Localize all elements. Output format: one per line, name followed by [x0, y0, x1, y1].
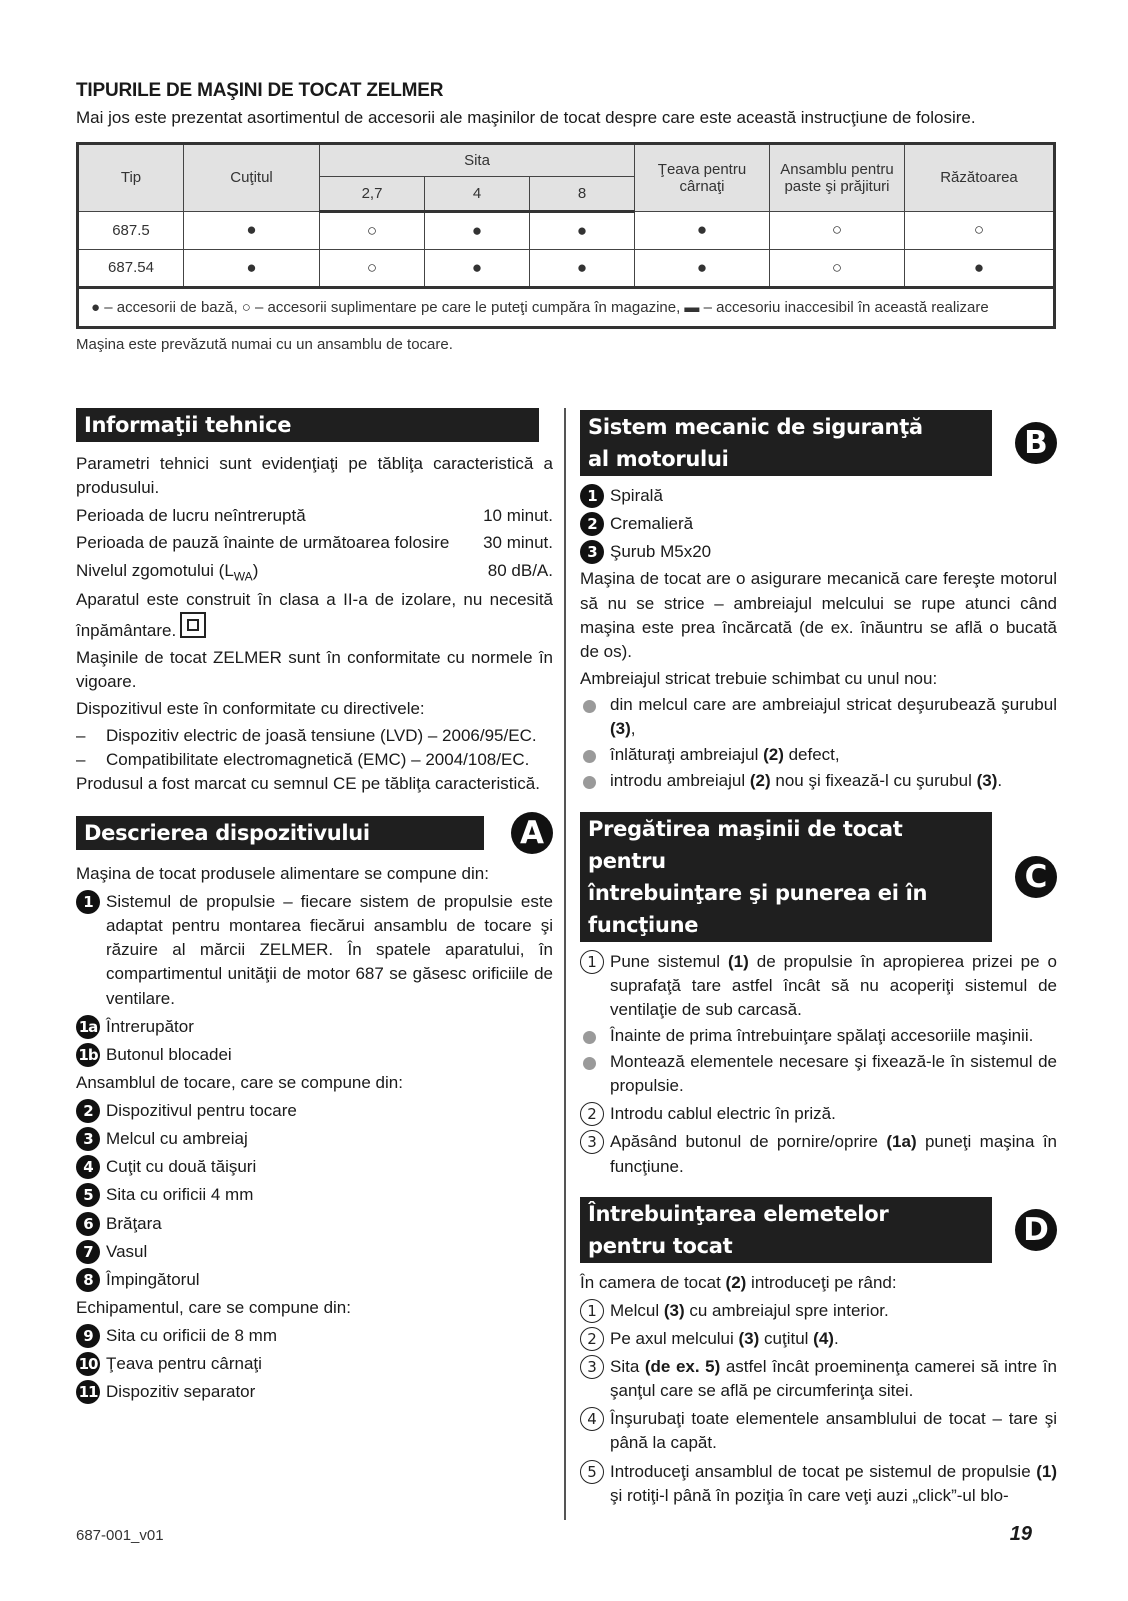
list-item: 2 Cremalieră [580, 512, 1057, 536]
header-sita-27: 2,7 [320, 177, 425, 212]
accessories-table [76, 142, 1056, 329]
directive-item: – Dispozitiv electric de joasă tensiune (LVD) – 2006/95/EC. [76, 724, 553, 748]
section-heading-safety: Sistem mecanic de siguranţă al motorului [580, 410, 992, 476]
number-badge-icon: 2 [76, 1099, 100, 1123]
step-number-icon: 4 [580, 1407, 604, 1431]
cell-mark: ● [635, 250, 770, 288]
list-item: 7 Vasul [76, 1240, 553, 1264]
bullet-item: introdu ambreiajul (2) nou şi fixează-l cu şurubul (3). [580, 769, 1057, 793]
step-number-icon: 3 [580, 1130, 604, 1154]
desc-paragraph: Ansamblul de tocare, care se compune din: [76, 1072, 403, 1092]
info-paragraph: Aparatul este construit în clasa a II-a de izolare, nu necesită înpământare. [76, 589, 553, 641]
bullet-item: înlăturaţi ambreiajul (2) defect, [580, 743, 1057, 767]
row-tip: 687.5 [78, 212, 184, 250]
spec-label: Nivelul zgomotului $(L_{WA})$ [76, 560, 259, 583]
step-item: 2 Introdu cablul electric în priză. [580, 1102, 1057, 1126]
use-paragraph: În camera de tocat (2) introduceţi pe rând: [580, 1272, 897, 1292]
list-item: 1a Întrerupător [76, 1015, 553, 1039]
list-item: 6 Brăţara [76, 1212, 553, 1236]
badge-a: A [511, 812, 553, 854]
number-badge-icon: 10 [76, 1352, 100, 1376]
number-badge-icon: 11 [76, 1380, 100, 1404]
step-number-icon: 3 [580, 1355, 604, 1379]
cell-mark: ○ [320, 212, 425, 250]
number-badge-icon: 3 [580, 540, 604, 564]
number-badge-icon: 3 [76, 1127, 100, 1151]
info-paragraph: Parametri tehnici sunt evidenţiaţi pe tăbliţa caracteristică a produsului. [76, 454, 553, 498]
spec-value: 30 minut. [483, 533, 553, 553]
list-item: 1 Sistemul de propulsie – fiecare sistem de propulsie este adaptat pentru montarea fiecărui ansamblu de tocare şi răzuire al mărcii ZELMER. În spatele aparatului, în compartimentul unităţii de motor 687 se găsesc orificiile de ventilare. [76, 890, 553, 1011]
header-teava: Ţeava pentru cârnaţi [635, 144, 770, 212]
section-header-c [580, 812, 1057, 942]
number-badge-icon: 1 [580, 484, 604, 508]
list-item: 1b Butonul blocadei [76, 1043, 553, 1067]
list-item: 5 Sita cu orificii 4 mm [76, 1183, 553, 1207]
step-item: 1 Melcul (3) cu ambreiajul spre interior. [580, 1299, 1057, 1323]
info-paragraph: Produsul a fost marcat cu semnul CE pe tăbliţa caracteristică. [76, 773, 540, 793]
list-item: 3 Melcul cu ambreiaj [76, 1127, 553, 1151]
section-heading-desc: Descrierea dispozitivului [76, 816, 484, 850]
info-paragraph: Maşinile de tocat ZELMER sunt în conformitate cu normele în vigoare. [76, 648, 553, 692]
step-item: 3 Sita (de ex. 5) astfel încât proeminenţa camerei să intre în şanţul care se află pe circumferinţa sitei. [580, 1355, 1057, 1403]
bullet-icon [583, 700, 596, 713]
list-item: 1 Spirală [580, 484, 1057, 508]
directive-item: – Compatibilitate electromagnetică (EMC) – 2004/108/EC. [76, 748, 553, 772]
step-number-icon: 2 [580, 1327, 604, 1351]
bullet-icon [583, 1057, 596, 1070]
page-number: 19 [1009, 1523, 1032, 1545]
step-item: 4 Înşurubaţi toate elementele ansamblului de tocat – tare şi până la capăt. [580, 1407, 1057, 1455]
bullet-item: Înainte de prima întrebuinţare spălaţi accesoriile maşinii. [580, 1024, 1057, 1048]
number-badge-icon: 2 [580, 512, 604, 536]
step-item: 2 Pe axul melcului (3) cuţitul (4). [580, 1327, 1057, 1351]
spec-row [76, 531, 553, 555]
cell-mark: ● [530, 250, 635, 288]
badge-c: C [1015, 856, 1057, 898]
list-item: 8 Împingătorul [76, 1268, 553, 1292]
number-badge-icon: 6 [76, 1212, 100, 1236]
spec-row [76, 559, 553, 585]
number-badge-icon: 9 [76, 1324, 100, 1348]
spec-label: Perioada de lucru neîntreruptă [76, 506, 306, 526]
bullet-icon [583, 776, 596, 789]
list-item: 2 Dispozitivul pentru tocare [76, 1099, 553, 1123]
cell-mark: ● [425, 212, 530, 250]
bullet-item: din melcul care are ambreiajul stricat deşurubează şurubul (3), [580, 693, 1057, 741]
step-item: 1 Pune sistemul (1) de propulsie în apropierea prizei pe o suprafaţă tare astfel încât să nu acoperiţi sistemul de ventilaţie de sub carcasă. [580, 950, 1057, 1022]
spec-value: 10 minut. [483, 506, 553, 526]
right-column [580, 410, 1057, 1508]
section-header-d [580, 1197, 1057, 1263]
header-ansamblu: Ansamblu pentru paste şi prăjituri [770, 144, 905, 212]
info-paragraph: Dispozitivul este în conformitate cu directivele: [76, 699, 425, 719]
cell-mark: ● [905, 250, 1055, 288]
desc-paragraph: Echipamentul, care se compune din: [76, 1297, 351, 1317]
section-heading-use: Întrebuinţarea elemetelor pentru tocat [580, 1197, 992, 1263]
spec-value: 80 dB/A. [487, 560, 553, 580]
section-header-a [76, 812, 553, 854]
section-header-b [580, 410, 1057, 476]
cell-mark: ○ [320, 250, 425, 288]
cell-mark: ○ [770, 250, 905, 288]
badge-d: D [1015, 1209, 1057, 1251]
table-row [78, 212, 1055, 250]
header-sita: Sita [320, 144, 635, 177]
table-row [78, 250, 1055, 288]
page-title: TIPURILE DE MAŞINI DE TOCAT ZELMER [76, 80, 444, 101]
list-item: 4 Cuţit cu două tăişuri [76, 1155, 553, 1179]
step-number-icon: 1 [580, 1299, 604, 1323]
row-tip: 687.54 [78, 250, 184, 288]
list-item: 10 Ţeava pentru cârnaţi [76, 1352, 553, 1376]
section-heading-info: Informaţii tehnice [76, 408, 539, 442]
list-item: 3 Şurub M5x20 [580, 540, 1057, 564]
safety-paragraph: Maşina de tocat are o asigurare mecanică care fereşte motorul să nu se strice – ambreiajul melcului se rupe atunci când maşina este prea încărcată (de ex. înăuntru se află o bucată de os). [580, 569, 1057, 661]
badge-b: B [1015, 422, 1057, 464]
number-badge-icon: 1a [76, 1015, 100, 1039]
bullet-item: Montează elementele necesare şi fixează-le în sistemul de propulsie. [580, 1050, 1057, 1098]
number-badge-icon: 5 [76, 1183, 100, 1207]
cell-mark: ● [425, 250, 530, 288]
table-legend: ● – accesorii de bază, ○ – accesorii suplimentare pe care le puteţi cumpăra în magazine, ▬ – accesoriu inaccesibil în această realizare [78, 288, 1055, 328]
header-sita-4: 4 [425, 177, 530, 212]
spec-row [76, 504, 553, 528]
table-note: Maşina este prevăzută numai cu un ansamblu de tocare. [76, 336, 453, 353]
header-sita-8: 8 [530, 177, 635, 212]
number-badge-icon: 1 [76, 890, 100, 914]
header-razatoare: Răzătoarea [905, 144, 1055, 212]
header-tip: Tip [78, 144, 184, 212]
intro-text: Mai jos este prezentat asortimentul de accesorii ale maşinilor de tocat despre care este această instrucţiune de folosire. [76, 108, 976, 127]
spec-label: Perioada de pauză înainte de următoarea folosire [76, 533, 450, 553]
column-divider [564, 408, 566, 1520]
number-badge-icon: 1b [76, 1043, 100, 1067]
list-item: 11 Dispozitiv separator [76, 1380, 553, 1404]
cell-mark: ○ [905, 212, 1055, 250]
number-badge-icon: 8 [76, 1268, 100, 1292]
step-item: 3 Apăsând butonul de pornire/oprire (1a) puneţi maşina în funcţiune. [580, 1130, 1057, 1178]
number-badge-icon: 4 [76, 1155, 100, 1179]
cell-mark: ● [184, 212, 320, 250]
step-number-icon: 1 [580, 950, 604, 974]
step-number-icon: 2 [580, 1102, 604, 1126]
number-badge-icon: 7 [76, 1240, 100, 1264]
cell-mark: ○ [770, 212, 905, 250]
cell-mark: ● [635, 212, 770, 250]
section-heading-prep: Pregătirea maşinii de tocat pentru întrebuinţare şi punerea ei în funcţiune [580, 812, 992, 942]
header-cutitul: Cuţitul [184, 144, 320, 212]
document-code: 687-001_v01 [76, 1527, 164, 1544]
double-insulation-icon [180, 612, 206, 638]
cell-mark: ● [530, 212, 635, 250]
cell-mark: ● [184, 250, 320, 288]
left-column [76, 408, 553, 1404]
bullet-icon [583, 750, 596, 763]
bullet-icon [583, 1031, 596, 1044]
list-item: 9 Sita cu orificii de 8 mm [76, 1324, 553, 1348]
desc-paragraph: Maşina de tocat produsele alimentare se compune din: [76, 863, 489, 883]
step-number-icon: 5 [580, 1460, 604, 1484]
safety-paragraph: Ambreiajul stricat trebuie schimbat cu unul nou: [580, 668, 938, 688]
step-item: 5 Introduceţi ansamblul de tocat pe sistemul de propulsie (1) şi rotiţi-l până în poziţia în care veţi auzi „click”-ul blo- [580, 1460, 1057, 1508]
